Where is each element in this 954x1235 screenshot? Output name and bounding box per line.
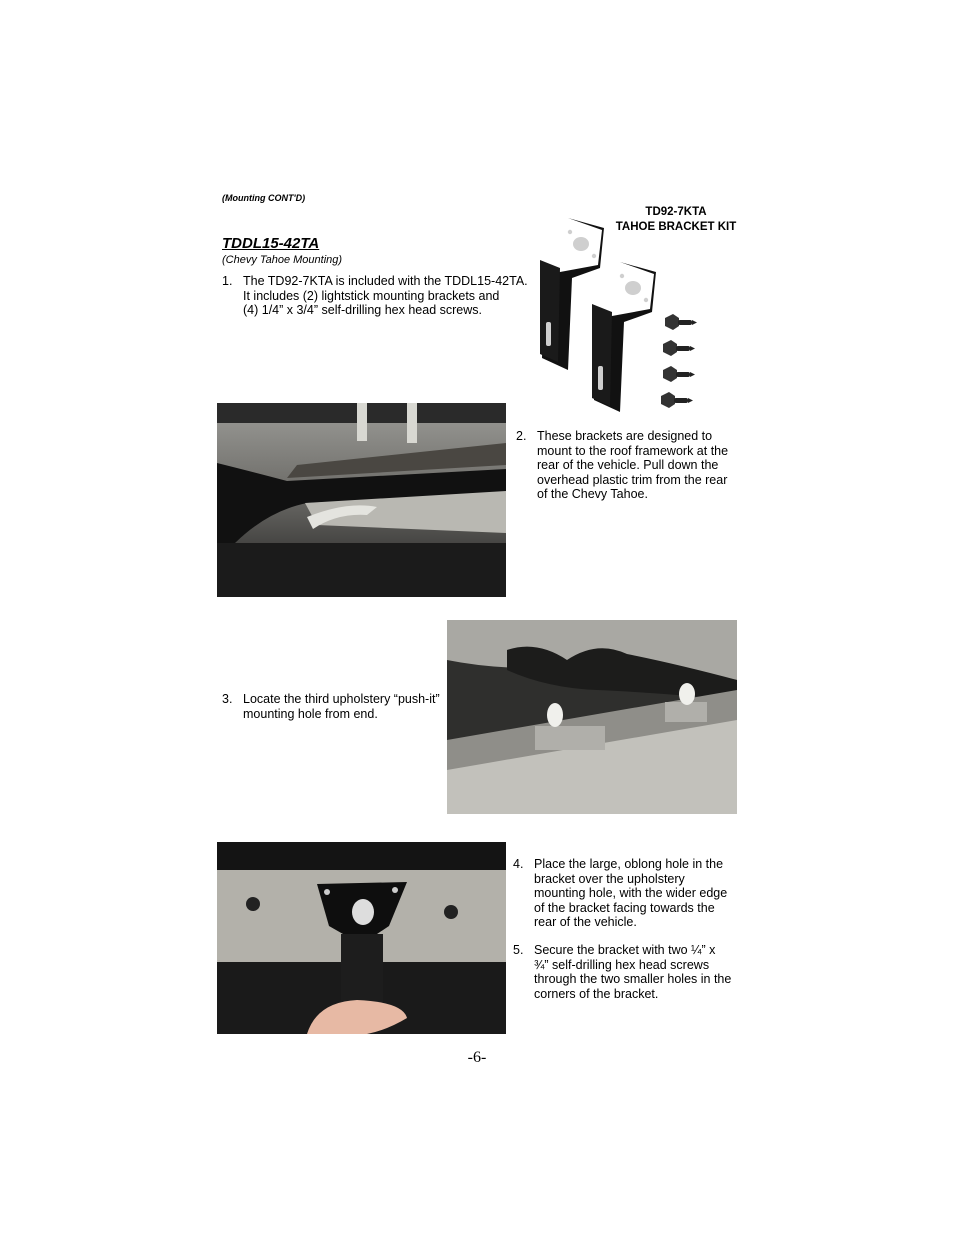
photo-rear-trim (217, 403, 506, 597)
step-text: Locate the third upholstery “push-it” mounting hole from end. (243, 692, 440, 721)
continued-note: (Mounting CONT'D) (222, 193, 306, 203)
page-number: -6- (467, 1049, 487, 1066)
hex-screws-icon (661, 314, 697, 408)
step-number: 4. (513, 857, 524, 871)
step-text: These brackets are designed to mount to the roof framework at the rear of the vehicle. Pull down the overhead plastic trim from the rear of the Chevy Tahoe. (537, 429, 729, 501)
step-text: Secure the bracket with two ¼” x ¾” self-drilling hex head screws through the two smaller holes in the corners of the bracket. (534, 943, 732, 1001)
step-number: 1. (222, 274, 233, 288)
kit-label-description: TAHOE BRACKET KIT (615, 221, 737, 233)
step-4 (513, 857, 738, 930)
step-5 (513, 943, 738, 1001)
model-subtitle: (Chevy Tahoe Mounting) (222, 254, 343, 266)
kit-label-part-number: TD92-7KTA (645, 206, 707, 218)
step-text: Place the large, oblong hole in the bracket over the upholstery mounting hole, with the wider edge of the bracket facing towards the rear of the vehicle. (534, 857, 728, 929)
photo-bracket-placement (217, 842, 506, 1034)
step-2 (516, 429, 738, 502)
bracket-right-icon (592, 262, 656, 412)
photo-push-it-holes (447, 620, 737, 814)
step-3 (222, 692, 444, 721)
step-text: The TD92-7KTA is included with the TDDL15-42TA. It includes (2) lightstick mounting brackets and (4) 1/4” x 3/4” self-drilling hex head screws. (243, 274, 528, 317)
step-number: 3. (222, 692, 233, 706)
step-1 (222, 274, 542, 318)
model-heading: TDDL15-42TA (222, 235, 320, 252)
bracket-kit-illustration (530, 210, 700, 420)
step-number: 2. (516, 429, 527, 443)
step-number: 5. (513, 943, 524, 957)
